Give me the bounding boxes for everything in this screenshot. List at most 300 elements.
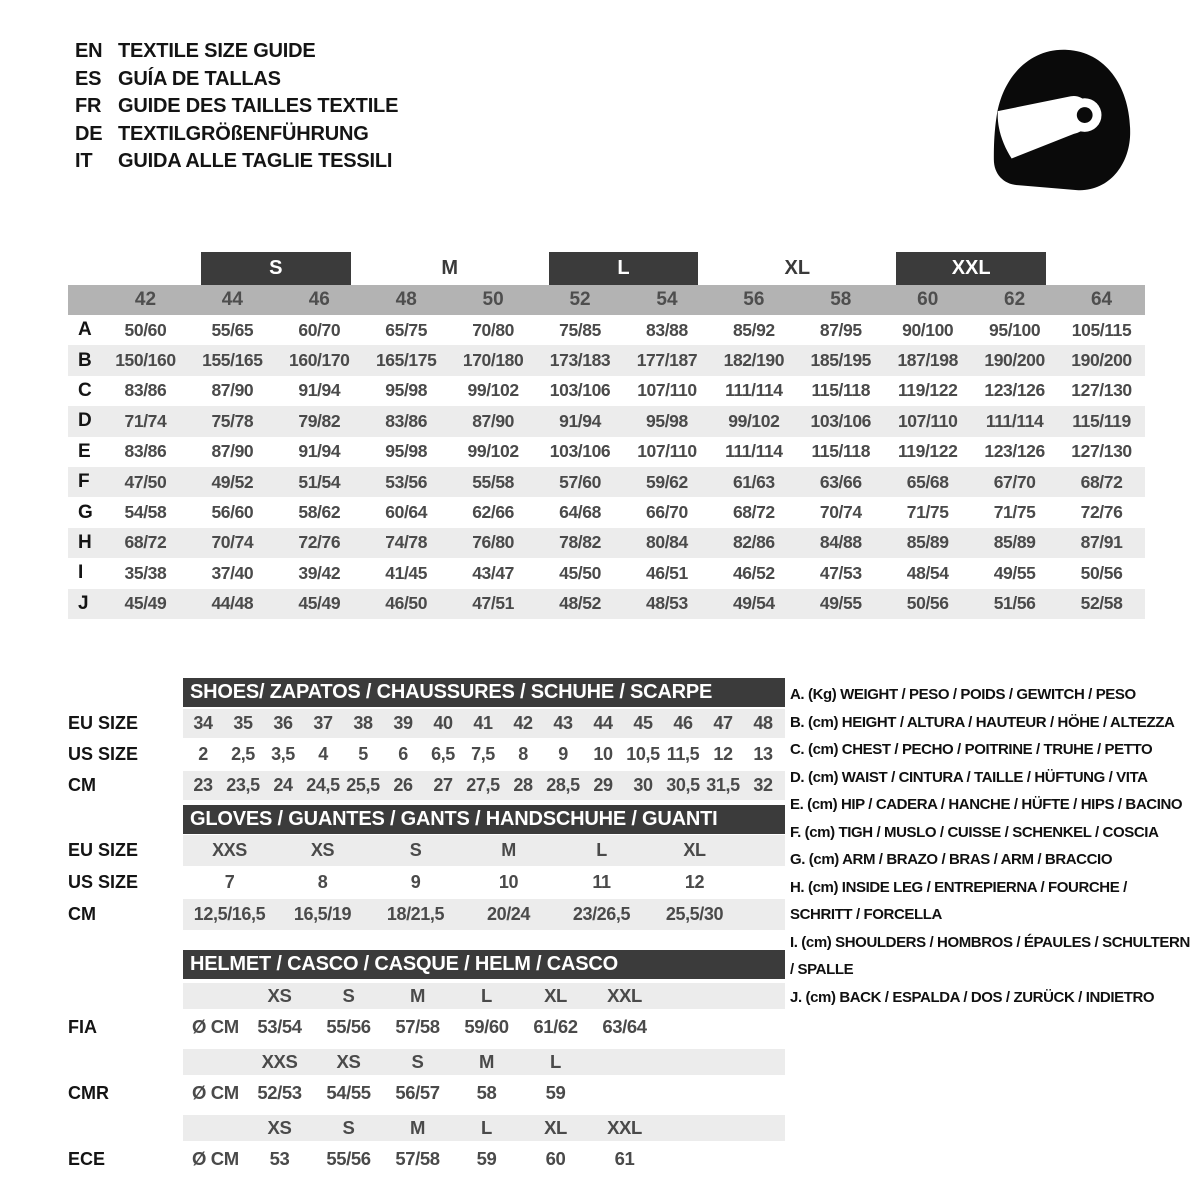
measurement-value-cell: 68/72 xyxy=(124,532,167,553)
helmet-value-cell: 60 xyxy=(545,1148,566,1169)
shoes-row xyxy=(68,709,785,738)
helmet-value-cell: 53 xyxy=(269,1148,290,1169)
gloves-row xyxy=(68,899,785,930)
size-group-label: XL xyxy=(784,257,811,279)
shoes-value-cell: 32 xyxy=(753,775,773,795)
measurement-value-cell: 155/165 xyxy=(202,350,263,371)
measurement-value-cell: 48/54 xyxy=(906,562,949,583)
shoes-value-cell: 5 xyxy=(358,744,368,764)
legend-item: C. (cm) CHEST / PECHO / POITRINE / TRUHE / PETTO xyxy=(790,741,1153,758)
shoes-value-cell: 46 xyxy=(673,713,693,733)
helmet-value-cell: 61 xyxy=(614,1148,635,1169)
shoes-value-cell: 48 xyxy=(753,713,773,733)
measurement-value-cell: 44/48 xyxy=(211,593,254,614)
measurement-value-cell: 185/195 xyxy=(810,350,872,371)
shoes-value-cell: 47 xyxy=(713,713,733,733)
gloves-value-cell: 8 xyxy=(317,872,328,892)
measurement-rows xyxy=(68,315,1145,619)
language-row xyxy=(75,93,398,121)
helmet-size-label: XXL xyxy=(607,985,642,1006)
gloves-value-cell: 16,5/19 xyxy=(293,904,352,924)
measurement-value-cell: 115/118 xyxy=(811,441,871,462)
measurement-value-cell: 85/89 xyxy=(993,532,1036,553)
helmet-size-label: L xyxy=(481,985,492,1006)
measurement-value-cell: 90/100 xyxy=(902,319,954,340)
gloves-value-cell: 12,5/16,5 xyxy=(193,904,266,924)
measurement-value-cell: 107/110 xyxy=(897,410,958,431)
measurement-value-cell: 170/180 xyxy=(462,350,524,371)
measurement-value-cell: 85/89 xyxy=(906,532,949,553)
helmet-value-cell: 52/53 xyxy=(257,1082,302,1103)
helmet-value-cell: 59 xyxy=(545,1082,566,1103)
measurement-value-cell: 62/66 xyxy=(472,502,515,523)
shoes-value-cell: 24,5 xyxy=(306,775,340,795)
measurement-value-cell: 83/88 xyxy=(646,319,688,340)
helmet-value-cell: 58 xyxy=(476,1082,497,1103)
helmet-value-cell: 53/54 xyxy=(257,1016,302,1037)
language-list xyxy=(75,38,398,176)
gloves-value-cell: 20/24 xyxy=(486,904,531,924)
measurement-value-cell: 103/106 xyxy=(810,410,872,431)
helmet-size-section xyxy=(68,950,785,1177)
shoes-value-cell: 45 xyxy=(633,713,653,733)
measurement-value-cell: 35/38 xyxy=(124,562,167,583)
measurement-value-cell: 111/114 xyxy=(985,410,1044,431)
measurement-value-cell: 47/51 xyxy=(472,593,515,614)
shoes-row-values xyxy=(183,771,785,800)
measurement-value-cell: 190/200 xyxy=(1071,350,1132,371)
helmet-size-label: XS xyxy=(267,985,292,1006)
helmet-size-label: XS xyxy=(336,1051,361,1072)
measurement-value-cell: 111/114 xyxy=(725,380,783,401)
helmet-value-cell: 54/55 xyxy=(326,1082,371,1103)
measurement-value-cell: 57/60 xyxy=(559,471,601,492)
size-number-header-row xyxy=(68,285,1145,315)
helmet-value-cell: 56/57 xyxy=(395,1082,440,1103)
measurement-row xyxy=(68,315,1145,345)
size-column-header: 64 xyxy=(1090,289,1113,310)
spacer xyxy=(183,983,245,1009)
shoes-value-cell: 37 xyxy=(313,713,333,733)
shoes-value-cell: 7,5 xyxy=(471,744,495,764)
shoes-value-cell: 26 xyxy=(393,775,413,795)
measurement-value-cell: 107/110 xyxy=(637,441,697,462)
shoes-value-cell: 39 xyxy=(393,713,413,733)
shoes-value-cell: 2 xyxy=(198,744,208,764)
measurement-value-cell: 82/86 xyxy=(732,532,775,553)
measurement-value-cell: 49/55 xyxy=(819,593,862,614)
helmet-size-label: XL xyxy=(544,985,567,1006)
helmet-value-cell: 59 xyxy=(476,1148,497,1169)
measurement-value-cell: 68/72 xyxy=(732,502,775,523)
legend-item: J. (cm) BACK / ESPALDA / DOS / ZURÜCK / INDIETRO xyxy=(790,988,1155,1006)
measurement-row xyxy=(68,589,1145,619)
gloves-size-section xyxy=(68,805,785,930)
measurement-row-label: E xyxy=(78,440,91,462)
gloves-value-cell: XS xyxy=(310,840,335,860)
measurement-value-cell: 84/88 xyxy=(819,532,862,553)
measurement-row-label: I xyxy=(78,562,84,584)
measurement-row xyxy=(68,345,1145,375)
gloves-value-cell: 9 xyxy=(410,872,421,892)
measurement-value-cell: 95/98 xyxy=(385,380,428,401)
shoes-value-cell: 2,5 xyxy=(231,744,255,764)
measurement-row-label: A xyxy=(78,319,92,341)
helmet-value-cell: 55/56 xyxy=(326,1148,371,1169)
shoes-row-label: US SIZE xyxy=(68,744,139,764)
helmet-value-cell: 55/56 xyxy=(326,1016,371,1037)
measurement-value-cell: 87/90 xyxy=(211,441,254,462)
measurement-value-cell: 95/98 xyxy=(385,441,428,462)
shoes-value-cell: 4 xyxy=(318,744,328,764)
corner-spacer xyxy=(68,285,102,315)
helmet-size-label: S xyxy=(411,1051,424,1072)
measurement-row-label: D xyxy=(78,410,92,432)
spacer xyxy=(68,1049,183,1075)
measurement-value-cell: 115/119 xyxy=(1072,410,1131,431)
helmet-standard-row xyxy=(68,1009,785,1045)
helmet-standard-size-header xyxy=(68,1049,785,1075)
shoes-value-cell: 44 xyxy=(593,713,613,733)
language-code: FR xyxy=(75,95,102,117)
measurement-value-cell: 70/80 xyxy=(472,319,515,340)
measurement-value-cell: 61/63 xyxy=(732,471,775,492)
measurement-value-cell: 83/86 xyxy=(385,410,428,431)
gloves-row-label: CM xyxy=(68,904,96,924)
shoes-value-cell: 34 xyxy=(193,713,213,733)
spacer xyxy=(183,1049,245,1075)
measurement-value-cell: 37/40 xyxy=(211,562,254,583)
measurement-value-cell: 83/86 xyxy=(124,380,167,401)
helmet-size-label: XXS xyxy=(261,1051,298,1072)
language-code: IT xyxy=(75,150,93,172)
measurement-row xyxy=(68,558,1145,588)
measurement-value-cell: 48/53 xyxy=(646,593,688,614)
measurement-value-cell: 45/49 xyxy=(124,593,167,614)
measurement-row xyxy=(68,437,1145,467)
measurement-value-cell: 56/60 xyxy=(211,502,254,523)
measurement-row xyxy=(68,497,1145,527)
measurement-value-cell: 80/84 xyxy=(646,532,688,553)
measurement-value-cell: 41/45 xyxy=(385,562,428,583)
measurement-value-cell: 46/51 xyxy=(646,562,688,583)
shoes-value-cell: 24 xyxy=(273,775,293,795)
legend-item: E. (cm) HIP / CADERA / HANCHE / HÜFTE / HIPS / BACINO xyxy=(790,796,1183,813)
shoes-value-cell: 23 xyxy=(193,775,213,795)
measurement-value-cell: 103/106 xyxy=(549,380,611,401)
measurement-row-label: F xyxy=(78,471,90,493)
helmet-section-title: HELMET / CASCO / CASQUE / HELM / CASCO xyxy=(183,950,785,979)
measurement-value-cell: 127/130 xyxy=(1071,441,1132,462)
gloves-value-cell: XXS xyxy=(212,840,247,860)
language-code: ES xyxy=(75,67,102,90)
helmet-standard-row xyxy=(68,1075,785,1111)
gloves-row-values xyxy=(183,899,785,930)
measurement-value-cell: 87/90 xyxy=(211,380,254,401)
language-row xyxy=(75,148,398,176)
shoes-value-cell: 10,5 xyxy=(626,744,660,764)
measurement-value-cell: 95/100 xyxy=(989,319,1041,340)
measurement-value-cell: 45/49 xyxy=(298,593,341,614)
measurement-value-cell: 49/54 xyxy=(732,593,775,614)
size-column-header: 58 xyxy=(830,289,852,310)
measurement-value-cell: 53/56 xyxy=(385,471,428,492)
language-title: GUIDA ALLE TAGLIE TESSILI xyxy=(118,150,393,172)
size-column-header: 44 xyxy=(221,289,243,310)
measurement-value-cell: 68/72 xyxy=(1080,471,1123,492)
measurement-value-cell: 99/102 xyxy=(728,410,780,431)
measurement-value-cell: 76/80 xyxy=(472,532,515,553)
measurement-value-cell: 65/68 xyxy=(906,471,949,492)
measurement-value-cell: 72/76 xyxy=(298,532,341,553)
measurement-value-cell: 52/58 xyxy=(1080,593,1123,614)
shoes-value-cell: 31,5 xyxy=(706,775,740,795)
measurement-value-cell: 190/200 xyxy=(984,350,1045,371)
measurement-value-cell: 91/94 xyxy=(298,380,341,401)
helmet-value-cell xyxy=(590,1075,659,1111)
language-title: TEXTILGRÖßENFÜHRUNG xyxy=(118,122,369,145)
measurement-value-cell: 99/102 xyxy=(467,380,519,401)
measurement-value-cell: 54/58 xyxy=(124,502,167,523)
measurement-value-cell: 103/106 xyxy=(549,441,611,462)
shoes-value-cell: 38 xyxy=(353,713,373,733)
measurement-value-cell: 75/85 xyxy=(559,319,601,340)
size-group-label: L xyxy=(549,252,699,285)
measurement-value-cell: 60/64 xyxy=(385,502,428,523)
measurement-value-cell: 51/56 xyxy=(993,593,1036,614)
shoes-value-cell: 42 xyxy=(513,713,533,733)
measurement-value-cell: 150/160 xyxy=(115,350,176,371)
measurement-value-cell: 63/66 xyxy=(819,471,862,492)
shoes-value-cell: 29 xyxy=(593,775,613,795)
gloves-value-cell: 7 xyxy=(224,872,235,892)
shoes-value-cell: 10 xyxy=(593,744,613,764)
shoes-row-values xyxy=(183,709,785,738)
language-code: DE xyxy=(75,122,103,145)
measurement-value-cell: 55/65 xyxy=(211,319,254,340)
measurement-value-cell: 127/130 xyxy=(1071,380,1132,401)
measurement-value-cell: 83/86 xyxy=(124,441,167,462)
measurement-value-cell: 165/175 xyxy=(375,350,437,371)
measurement-value-cell: 48/52 xyxy=(559,593,601,614)
measurement-value-cell: 66/70 xyxy=(646,502,688,523)
measurement-value-cell: 87/95 xyxy=(819,319,862,340)
legend-item: H. (cm) INSIDE LEG / ENTREPIERNA / FOURCHE / SCHRITT / FORCELLA xyxy=(790,878,1127,923)
textile-size-table xyxy=(68,252,1145,619)
measurement-value-cell: 91/94 xyxy=(298,441,341,462)
measurement-value-cell: 75/78 xyxy=(211,410,254,431)
language-row xyxy=(75,66,398,94)
measurement-value-cell: 91/94 xyxy=(559,410,601,431)
language-code: EN xyxy=(75,40,103,62)
measurement-value-cell: 67/70 xyxy=(993,471,1036,492)
measurement-row xyxy=(68,376,1145,406)
size-column-header: 60 xyxy=(917,289,939,310)
measurement-legend xyxy=(790,681,1192,1011)
measurement-value-cell: 177/187 xyxy=(636,350,698,371)
measurement-value-cell: 71/75 xyxy=(906,502,949,523)
size-group-label: XXL xyxy=(896,252,1046,285)
shoes-row xyxy=(68,740,785,769)
spacer xyxy=(183,1115,245,1141)
shoes-size-section xyxy=(68,678,785,800)
gloves-value-cell: L xyxy=(596,840,607,860)
size-column-header: 56 xyxy=(743,289,765,310)
gloves-row-values xyxy=(183,867,785,898)
gloves-section-title: GLOVES / GUANTES / GANTS / HANDSCHUHE / GUANTI xyxy=(183,805,785,834)
measurement-value-cell: 65/75 xyxy=(385,319,428,340)
measurement-row-label: G xyxy=(78,501,93,523)
language-title: GUÍA DE TALLAS xyxy=(118,67,281,90)
measurement-value-cell: 173/183 xyxy=(549,350,611,371)
helmet-standard-values xyxy=(183,1075,785,1111)
gloves-row-label: US SIZE xyxy=(68,872,139,892)
measurement-value-cell: 79/82 xyxy=(298,410,341,431)
helmet-value-cell: 57/58 xyxy=(395,1148,440,1169)
helmet-size-label: XXL xyxy=(607,1117,642,1138)
helmet-standard-values xyxy=(183,1141,785,1177)
legend-item: B. (cm) HEIGHT / ALTURA / HAUTEUR / HÖHE / ALTEZZA xyxy=(790,713,1175,731)
measurement-value-cell: 78/82 xyxy=(559,532,601,553)
measurement-value-cell: 60/70 xyxy=(298,319,341,340)
measurement-value-cell: 46/50 xyxy=(385,593,428,614)
size-group-label: S xyxy=(201,252,351,285)
shoes-value-cell: 23,5 xyxy=(226,775,260,795)
helmet-value-cell: 57/58 xyxy=(395,1016,440,1037)
shoes-row xyxy=(68,771,785,800)
language-row xyxy=(75,38,398,66)
legend-item: D. (cm) WAIST / CINTURA / TAILLE / HÜFTUNG / VITA xyxy=(790,768,1148,786)
gloves-value-cell: 10 xyxy=(498,872,519,892)
shoes-value-cell: 28,5 xyxy=(546,775,580,795)
shoes-value-cell: 28 xyxy=(513,775,533,795)
measurement-value-cell: 182/190 xyxy=(723,350,785,371)
measurement-row-label: C xyxy=(78,379,92,401)
measurement-value-cell: 160/170 xyxy=(289,350,350,371)
measurement-value-cell: 70/74 xyxy=(211,532,254,553)
shoes-value-cell: 27 xyxy=(433,775,453,795)
measurement-value-cell: 99/102 xyxy=(467,441,519,462)
measurement-value-cell: 119/122 xyxy=(897,441,958,462)
gloves-value-cell: 23/26,5 xyxy=(572,904,631,924)
measurement-value-cell: 71/74 xyxy=(124,410,167,431)
shoes-value-cell: 6 xyxy=(398,744,408,764)
shoes-value-cell: 11,5 xyxy=(666,744,700,764)
helmet-size-label: XS xyxy=(267,1117,292,1138)
legend-item: I. (cm) SHOULDERS / HOMBROS / ÉPAULES / SCHULTERN / SPALLE xyxy=(790,933,1190,978)
helmet-size-label xyxy=(590,1049,659,1075)
legend-item: G. (cm) ARM / BRAZO / BRAS / ARM / BRACCIO xyxy=(790,851,1113,868)
measurement-value-cell: 50/56 xyxy=(906,593,949,614)
helmet-standard-label: ECE xyxy=(68,1148,106,1169)
measurement-value-cell: 72/76 xyxy=(1080,502,1123,523)
helmet-standard-values xyxy=(183,1009,785,1045)
gloves-row xyxy=(68,835,785,866)
gloves-value-cell: 25,5/30 xyxy=(665,904,724,924)
helmet-standard-label: FIA xyxy=(68,1016,97,1037)
measurement-value-cell: 49/55 xyxy=(993,562,1036,583)
measurement-value-cell: 70/74 xyxy=(819,502,862,523)
measurement-value-cell: 39/42 xyxy=(298,562,341,583)
measurement-value-cell: 71/75 xyxy=(993,502,1036,523)
helmet-standard-size-header xyxy=(68,983,785,1009)
size-column-header: 52 xyxy=(569,289,591,310)
gloves-value-cell: 18/21,5 xyxy=(386,904,445,924)
helmet-size-label: L xyxy=(481,1117,492,1138)
measurement-value-cell: 58/62 xyxy=(298,502,341,523)
gloves-row xyxy=(68,867,785,898)
size-column-header: 48 xyxy=(395,289,417,310)
shoes-value-cell: 9 xyxy=(558,744,568,764)
shoes-value-cell: 8 xyxy=(518,744,528,764)
unit-label: Ø CM xyxy=(192,1016,239,1037)
helmet-size-labels xyxy=(183,983,785,1009)
helmet-size-label: L xyxy=(550,1051,561,1072)
helmet-standard-size-header xyxy=(68,1115,785,1141)
size-column-header: 54 xyxy=(656,289,678,310)
measurement-value-cell: 47/53 xyxy=(819,562,862,583)
measurement-value-cell: 123/126 xyxy=(984,380,1045,401)
measurement-value-cell: 55/58 xyxy=(472,471,515,492)
shoes-value-cell: 30,5 xyxy=(666,775,700,795)
measurement-value-cell: 49/52 xyxy=(211,471,254,492)
measurement-value-cell: 50/60 xyxy=(124,319,167,340)
shoes-value-cell: 30 xyxy=(633,775,653,795)
gloves-value-cell: 12 xyxy=(684,872,705,892)
measurement-value-cell: 115/118 xyxy=(811,380,871,401)
shoes-value-cell: 3,5 xyxy=(271,744,295,764)
shoes-value-cell: 41 xyxy=(473,713,493,733)
spacer xyxy=(68,1115,183,1141)
measurement-value-cell: 87/90 xyxy=(472,410,515,431)
shoes-value-cell: 36 xyxy=(273,713,293,733)
measurement-value-cell: 107/110 xyxy=(637,380,697,401)
helmet-size-labels xyxy=(183,1049,785,1075)
shoes-value-cell: 25,5 xyxy=(346,775,380,795)
measurement-row xyxy=(68,467,1145,497)
size-group-header-row xyxy=(68,252,1145,285)
measurement-value-cell: 47/50 xyxy=(124,471,167,492)
measurement-value-cell: 95/98 xyxy=(646,410,688,431)
size-column-header: 46 xyxy=(308,289,330,310)
measurement-row-label: J xyxy=(78,592,89,614)
helmet-value-cell: 59/60 xyxy=(464,1016,509,1037)
measurement-value-cell: 187/198 xyxy=(897,350,958,371)
shoes-value-cell: 40 xyxy=(433,713,453,733)
size-column-header: 62 xyxy=(1004,289,1026,310)
shoes-value-cell: 43 xyxy=(553,713,573,733)
measurement-value-cell: 111/114 xyxy=(725,441,783,462)
helmet-size-label: M xyxy=(409,985,425,1006)
language-title: TEXTILE SIZE GUIDE xyxy=(118,40,316,62)
racing-helmet-icon xyxy=(982,40,1140,198)
gloves-value-cell: 11 xyxy=(592,872,611,892)
unit-label: Ø CM xyxy=(192,1148,239,1169)
measurement-row-label: B xyxy=(78,349,92,371)
legend-item: F. (cm) TIGH / MUSLO / CUISSE / SCHENKEL / COSCIA xyxy=(790,823,1159,841)
helmet-size-label: S xyxy=(342,985,355,1006)
measurement-value-cell: 43/47 xyxy=(472,562,515,583)
unit-label: Ø CM xyxy=(192,1082,239,1103)
shoes-value-cell: 6,5 xyxy=(431,744,455,764)
gloves-value-cell: M xyxy=(501,840,516,860)
shoes-row-label: EU SIZE xyxy=(68,713,139,733)
shoes-value-cell: 12 xyxy=(713,744,733,764)
helmet-value-cell: 63/64 xyxy=(602,1016,647,1037)
size-column-header: 42 xyxy=(134,289,157,310)
measurement-value-cell: 105/115 xyxy=(1071,319,1132,340)
shoes-value-cell: 27,5 xyxy=(466,775,500,795)
